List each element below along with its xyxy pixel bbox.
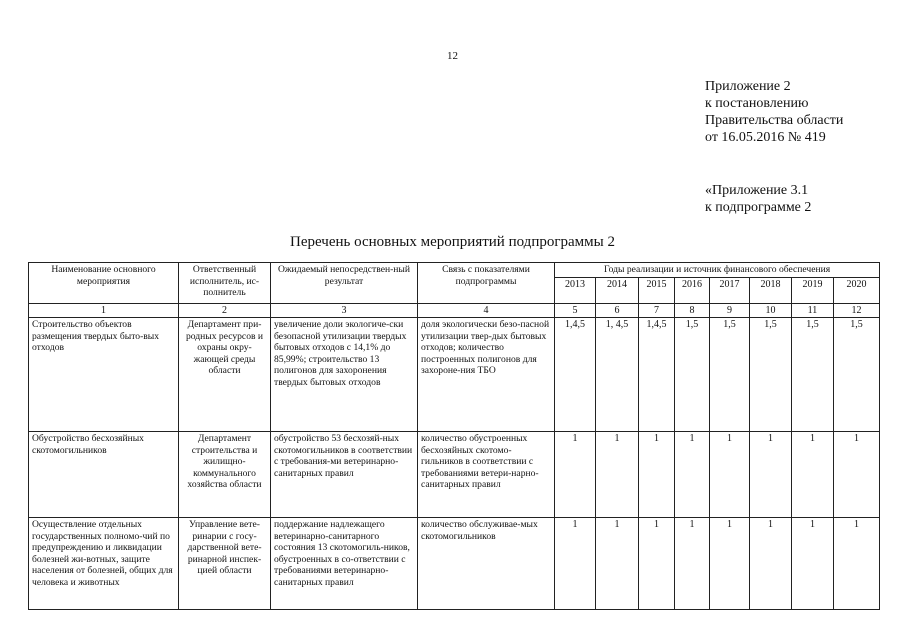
column-number: 5 bbox=[555, 303, 596, 318]
cell-year-value: 1,5 bbox=[834, 318, 880, 432]
sub-appendix-line: к подпрограмме 2 bbox=[705, 200, 812, 215]
header-link: Связь с показателями подпрограммы bbox=[418, 263, 555, 304]
header-year: 2020 bbox=[834, 277, 880, 303]
table-row bbox=[29, 518, 880, 610]
appendix-line: от 16.05.2016 № 419 bbox=[705, 130, 826, 145]
column-number: 7 bbox=[639, 303, 675, 318]
column-number: 1 bbox=[29, 303, 179, 318]
header-result: Ожидаемый непосредствен-ный результат bbox=[271, 263, 418, 304]
header-year: 2016 bbox=[675, 277, 710, 303]
page-number: 12 bbox=[447, 50, 458, 62]
column-number: 10 bbox=[750, 303, 792, 318]
cell-year-value: 1 bbox=[639, 432, 675, 518]
column-number: 6 bbox=[596, 303, 639, 318]
appendix-line: Правительства области bbox=[705, 113, 844, 128]
table-row bbox=[29, 318, 880, 432]
appendix-line: к постановлению bbox=[705, 96, 809, 111]
sub-appendix-line: «Приложение 3.1 bbox=[705, 183, 809, 198]
column-number: 9 bbox=[710, 303, 750, 318]
cell-year-value: 1,5 bbox=[675, 318, 710, 432]
header-year: 2017 bbox=[710, 277, 750, 303]
column-number: 3 bbox=[271, 303, 418, 318]
cell-year-value: 1,5 bbox=[710, 318, 750, 432]
cell-year-value: 1,4,5 bbox=[639, 318, 675, 432]
sub-appendix-block bbox=[705, 182, 811, 216]
cell-executor: Департамент строительства и жилищно-коммунального хозяйства области bbox=[179, 432, 271, 518]
cell-year-value: 1 bbox=[750, 432, 792, 518]
cell-year-value: 1, 4,5 bbox=[596, 318, 639, 432]
cell-year-value: 1 bbox=[834, 518, 880, 610]
appendix-line: Приложение 2 bbox=[705, 79, 791, 94]
header-year: 2015 bbox=[639, 277, 675, 303]
cell-year-value: 1 bbox=[675, 518, 710, 610]
cell-link: доля экологически безо-пасной утилизации твер-дых бытовых отходов; количество построенных полигонов для захороне-ния ТБО bbox=[418, 318, 555, 432]
column-number: 8 bbox=[675, 303, 710, 318]
cell-result: обустройство 53 бесхозяй-ных скотомогильников в соответствии с требования-ми ветеринарно-санитарных правил bbox=[271, 432, 418, 518]
cell-result: увеличение доли экологиче-ски безопасной утилизации твердых бытовых отходов с 14,1% до 85,99%; строительство 13 полигонов для захоронения твердых бытовых отходов bbox=[271, 318, 418, 432]
appendix-block bbox=[705, 78, 843, 146]
cell-year-value: 1 bbox=[792, 432, 834, 518]
cell-year-value: 1 bbox=[555, 432, 596, 518]
column-number: 11 bbox=[792, 303, 834, 318]
activities-table bbox=[28, 262, 880, 610]
cell-year-value: 1 bbox=[639, 518, 675, 610]
table-row bbox=[29, 432, 880, 518]
document-title: Перечень основных мероприятий подпрограммы 2 bbox=[290, 234, 615, 250]
header-year: 2013 bbox=[555, 277, 596, 303]
cell-year-value: 1 bbox=[834, 432, 880, 518]
header-year: 2018 bbox=[750, 277, 792, 303]
cell-year-value: 1 bbox=[750, 518, 792, 610]
cell-year-value: 1 bbox=[710, 432, 750, 518]
header-year: 2014 bbox=[596, 277, 639, 303]
cell-year-value: 1,5 bbox=[792, 318, 834, 432]
cell-link: количество обустроенных бесхозяйных скотомо-гильников в соответствии с требованиями ветери-нарно-санитарных правил bbox=[418, 432, 555, 518]
cell-year-value: 1,5 bbox=[750, 318, 792, 432]
cell-executor: Департамент при-родных ресурсов и охраны окру-жающей среды области bbox=[179, 318, 271, 432]
column-number: 12 bbox=[834, 303, 880, 318]
header-activity: Наименование основного мероприятия bbox=[29, 263, 179, 304]
cell-executor: Управление вете-ринарии с госу-дарственной вете-ринарной инспек-цией области bbox=[179, 518, 271, 610]
header-year: 2019 bbox=[792, 277, 834, 303]
cell-link: количество обслуживае-мых скотомогильников bbox=[418, 518, 555, 610]
cell-year-value: 1 bbox=[596, 432, 639, 518]
header-years-group: Годы реализации и источник финансового обеспечения bbox=[555, 263, 880, 278]
cell-activity: Обустройство бесхозяйных скотомогильников bbox=[29, 432, 179, 518]
column-number: 4 bbox=[418, 303, 555, 318]
cell-year-value: 1 bbox=[710, 518, 750, 610]
cell-year-value: 1,4,5 bbox=[555, 318, 596, 432]
column-number: 2 bbox=[179, 303, 271, 318]
cell-result: поддержание надлежащего ветеринарно-санитарного состояния 13 скотомогиль-ников, обустроенных в со-ответствии с требованиями ветеринарно-санитарных правил bbox=[271, 518, 418, 610]
header-executor: Ответственный исполнитель, ис-полнитель bbox=[179, 263, 271, 304]
cell-year-value: 1 bbox=[555, 518, 596, 610]
cell-year-value: 1 bbox=[675, 432, 710, 518]
cell-activity: Осуществление отдельных государственных полномо-чий по предупреждению и ликвидации болезней жи-вотных, защите населения от болезней, общих для человека и животных bbox=[29, 518, 179, 610]
cell-activity: Строительство объектов размещения твердых быто-вых отходов bbox=[29, 318, 179, 432]
cell-year-value: 1 bbox=[596, 518, 639, 610]
cell-year-value: 1 bbox=[792, 518, 834, 610]
